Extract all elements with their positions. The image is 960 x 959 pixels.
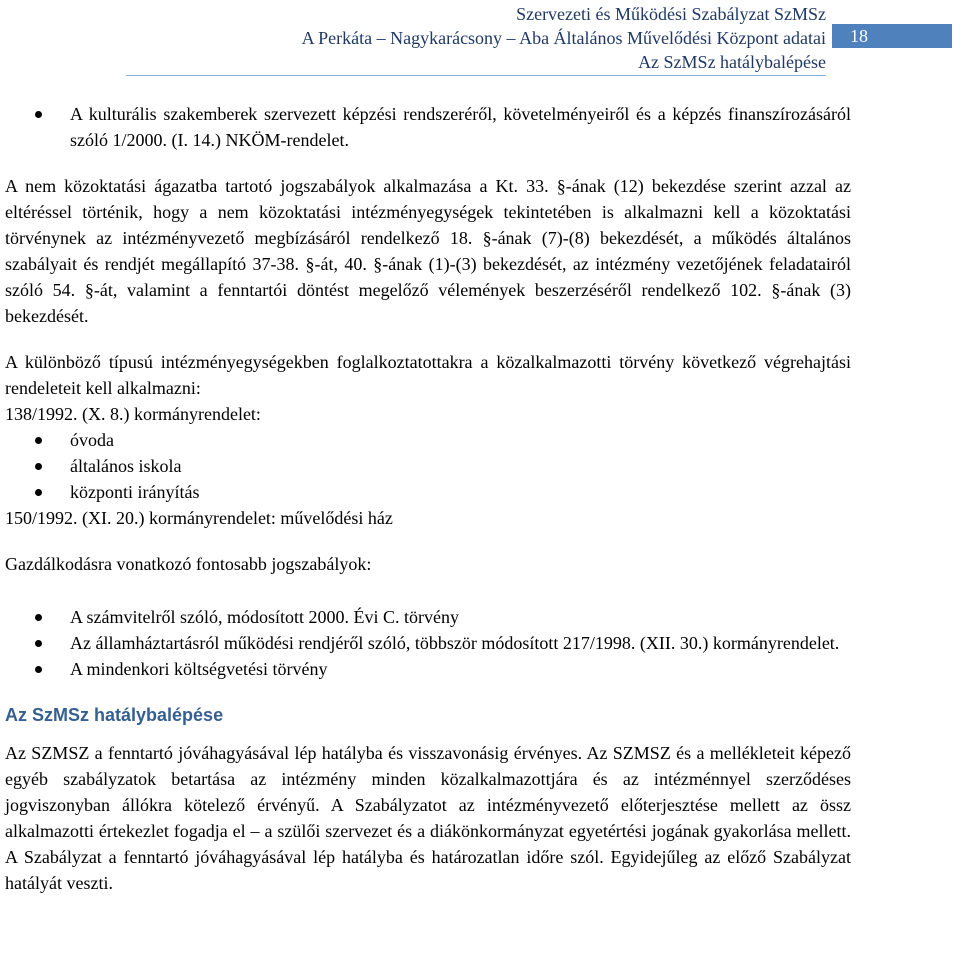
list-item: Az államháztartásról működési rendjéről szóló, többször módosított 217/1998. (XII. 30.) kormányrendelet. [5,630,851,656]
bullet-icon [35,489,42,496]
list-item: óvoda [5,427,851,453]
list-item: általános iskola [5,453,851,479]
bullet-icon [35,111,42,118]
header-document-title: Szervezeti és Működési Szabályzat SzMSz [516,4,826,24]
bullet-icon [35,614,42,621]
header-section-title: Az SzMSz hatálybalépése [638,52,826,72]
bullet-icon [35,640,42,647]
header-divider [126,75,826,76]
list-item: A számvitelről szóló, módosított 2000. Évi C. törvény [5,604,851,630]
list-item: A mindenkori költségvetési törvény [5,656,851,682]
bullet-icon [35,437,42,444]
decree-line: 150/1992. (XI. 20.) kormányrendelet: művelődési ház [5,508,393,528]
finance-bullet-list [5,604,851,682]
decree-bullet-list [5,427,851,505]
paragraph: Gazdálkodásra vonatkozó fontosabb jogszabályok: [5,554,372,574]
bullet-icon [35,666,42,673]
paragraph: A különböző típusú intézményegységekben foglalkoztatottakra a közalkalmazotti törvény következő végrehajtási rendeleteit kell alkalmazni: [5,352,851,398]
list-item: A kulturális szakemberek szervezett képzési rendszeréről, követelményeiről és a képzés finanszírozásáról szóló 1/2000. (I. 14.) NKÖM-rendelet. [5,101,851,153]
bullet-list-top [5,101,851,153]
header-text [302,2,826,74]
document-body [5,101,851,896]
decree-line: 138/1992. (X. 8.) kormányrendelet: [5,404,261,424]
header-chapter-title: A Perkáta – Nagykarácsony – Aba Általános Művelődési Központ adatai [301,28,826,48]
bullet-icon [35,463,42,470]
page-header [0,0,960,80]
paragraph: Az SZMSZ a fenntartó jóváhagyásával lép hatályba és visszavonásig érvényes. Az SZMSZ és a mellékleteit képező egyéb szabályzatok betartása az intézmény minden közalkalmazottjára és az intézménnyel szerződéses jogviszonyban állókra kötelező érvényű. A Szabályzatot az intézményvezető előterjesztése mellett az össz alkalmazotti értekezlet fogadja el – a szülői szervezet és a diákönkormányzat egyetértési jogának gyakorlása mellett. A Szabályzat a fenntartó jóváhagyásával lép hatályba és határozatlan időre szól. Egyidejűleg az előző Szabályzat hatályát veszti. [5,743,851,893]
section-heading: Az SzMSz hatálybalépése [5,705,224,725]
page-number: 18 [832,24,952,48]
list-item: központi irányítás [5,479,851,505]
paragraph: A nem közoktatási ágazatba tartotó jogszabályok alkalmazása a Kt. 33. §-ának (12) bekezdése szerint azzal az eltéréssel történik, hogy a nem közoktatási intézményegységek tekintetében is alkalmazni kell a közoktatási törvénynek az intézményvezető megbízásáról rendelkező 18. §-ának (7)-(8) bekezdését, a működés általános szabályait és rendjét megállapító 37-38. §-át, 40. §-ának (1)-(3) bekezdését, az intézmény vezetőjének feladatairól szóló 54. §-át, valamint a fenntartói döntést megelőző vélemények beszerzéséről rendelkező 102. §-ának (3) bekezdését. [5,176,851,326]
